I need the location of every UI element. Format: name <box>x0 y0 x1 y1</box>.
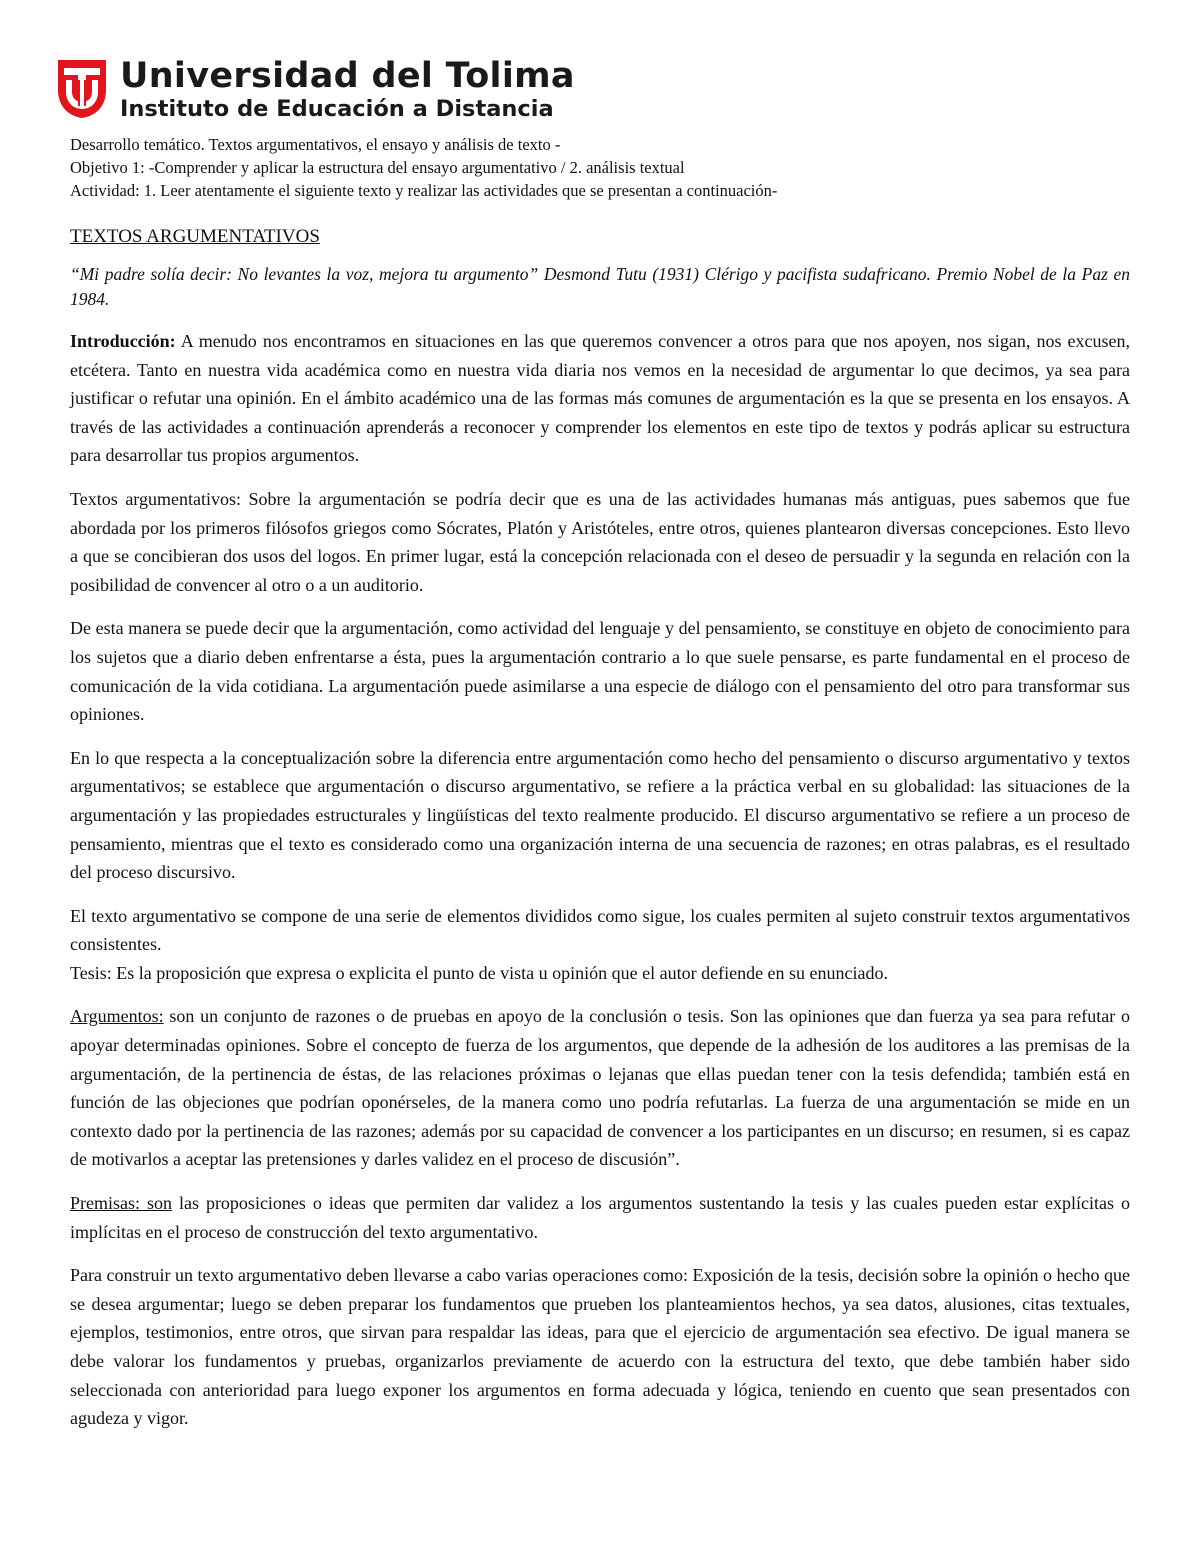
argumentos-label: Argumentos: <box>70 1006 164 1027</box>
meta-line-objective: Objetivo 1: -Comprender y aplicar la estructura del ensayo argumentativo / 2. análisis textual <box>70 158 685 177</box>
paragraph-premisas <box>70 1189 1130 1246</box>
page-title: TEXTOS ARGUMENTATIVOS <box>70 226 320 247</box>
paragraph-argumentacion: De esta manera se puede decir que la argumentación, como actividad del lenguaje y del pensamiento, se constituye en objeto de conocimiento para los sujetos que a diario deben enfrentarse a ésta, pues la argumentación contrario a lo que suele pensarse, es parte fundamental en el proceso de comunicación de la vida cotidiana. La argumentación puede asimilarse a una especie de diálogo con el pensamiento del otro para transformar sus opiniones. <box>70 618 1130 725</box>
argumentos-text: son un conjunto de razones o de pruebas en apoyo de la conclusión o tesis. Son las opiniones que dan fuerza ya sea para refutar o apoyar determinadas opiniones. Sobre el concepto de fuerza de los argumentos, que depende de la adhesión de los auditores a las premisas de la argumentación, de la pertinencia de éstas, de las relaciones próximas o lejanas que ellas puedan tener con la tesis defendida; también está en función de las objeciones que podrían oponérseles, de la manera como uno podría refutarlas. La fuerza de una argumentación se mide en un contexto dado por la pertinencia de las razones; además por su capacidad de convencer a los participantes en un discurso; en resumen, si es capaz de motivarlos a aceptar las pretensiones y darles validez en el proceso de discusión”. <box>70 1006 1130 1170</box>
institution-name: Universidad del Tolima <box>120 56 575 96</box>
premisas-text: las proposiciones o ideas que permiten dar validez a los argumentos sustentando la tesis y las cuales pueden estar explícitas o implícitas en el proceso de construcción del texto argumentativo. <box>70 1193 1130 1242</box>
paragraph-introduction <box>70 327 1130 470</box>
university-logo <box>58 56 575 124</box>
paragraph-construccion: Para construir un texto argumentativo deben llevarse a cabo varias operaciones como: Exposición de la tesis, decisión sobre la opinión o hecho que se desea argumentar; luego se deben preparar los fundamentos que prueben los planteamientos hechos, ya sea datos, alusiones, citas textuales, ejemplos, testimonios, entre otros, que sirvan para respaldar las ideas, para que el ejercicio de argumentación sea efectivo. De igual manera se debe valorar los fundamentos y pruebas, organizarlos previamente de acuerdo con la estructura del texto, que debe también haber sido seleccionada con anterioridad para luego exponer los argumentos en forma adecuada y lógica, teniendo en cuento que sean presentados con agudeza y vigor. <box>70 1265 1130 1429</box>
paragraph-argumentos <box>70 1002 1130 1174</box>
university-shield-icon <box>58 60 106 118</box>
premisas-label: Premisas: son <box>70 1193 172 1214</box>
tesis-text: Tesis: Es la proposición que expresa o explicita el punto de vista u opinión que el autor defiende en su enunciado. <box>70 962 889 983</box>
paragraph-textos-argumentativos: Textos argumentativos: Sobre la argumentación se podría decir que es una de las actividades humanas más antiguas, pues sabemos que fue abordada por los primeros filósofos griegos como Sócrates, Platón y Aristóteles, entre otros, quienes plantearon diversas concepciones. Esto llevo a que se concibieran dos usos del logos. En primer lugar, está la concepción relacionada con el deseo de persuadir y la segunda en relación con la posibilidad de convencer al otro o a un auditorio. <box>70 488 1130 595</box>
intro-text: A menudo nos encontramos en situaciones en las que queremos convencer a otros para que nos apoyen, nos sigan, nos excusen, etcétera. Tanto en nuestra vida académica como en nuestra vida diaria nos vemos en la necesidad de argumentar lo que decimos, ya sea para justificar o refutar una opinión. En el ámbito académico una de las formas más comunes de argumentación es la que se presenta en los ensayos. A través de las actividades a continuación aprenderás a reconocer y comprender los elementos en este tipo de textos y podrás aplicar su estructura para desarrollar tus propios argumentos. <box>70 331 1130 466</box>
elementos-text: El texto argumentativo se compone de una serie de elementos divididos como sigue, los cuales permiten al sujeto construir textos argumentativos consistentes. <box>70 905 1130 955</box>
epigraph-quote: “Mi padre solía decir: No levantes la voz, mejora tu argumento” Desmond Tutu (1931) Clérigo y pacifista sudafricano. Premio Nobel de la Paz en 1984. <box>70 264 1130 309</box>
institute-name: Instituto de Educación a Distancia <box>120 96 554 122</box>
meta-line-topic: Desarrollo temático. Textos argumentativos, el ensayo y análisis de texto - <box>70 135 561 154</box>
paragraph-conceptualizacion: En lo que respecta a la conceptualización sobre la diferencia entre argumentación como hecho del pensamiento o discurso argumentativo y textos argumentativos; se establece que argumentación o discurso argumentativo, se refiere a la práctica verbal en su globalidad: las situaciones de la argumentación y las propiedades estructurales y lingüísticas del texto realmente producido. El discurso argumentativo se refiere a un proceso de pensamiento, mientras que el texto es considerado como una organización interna de una secuencia de razones; en otras palabras, es el resultado del proceso discursivo. <box>70 747 1130 883</box>
activity-meta <box>70 133 1140 202</box>
paragraph-elementos <box>70 902 1130 988</box>
meta-line-activity: Actividad: 1. Leer atentamente el siguiente texto y realizar las actividades que se presentan a continuación- <box>70 181 778 200</box>
intro-label: Introducción: <box>70 331 176 351</box>
document-body <box>70 327 1130 1448</box>
